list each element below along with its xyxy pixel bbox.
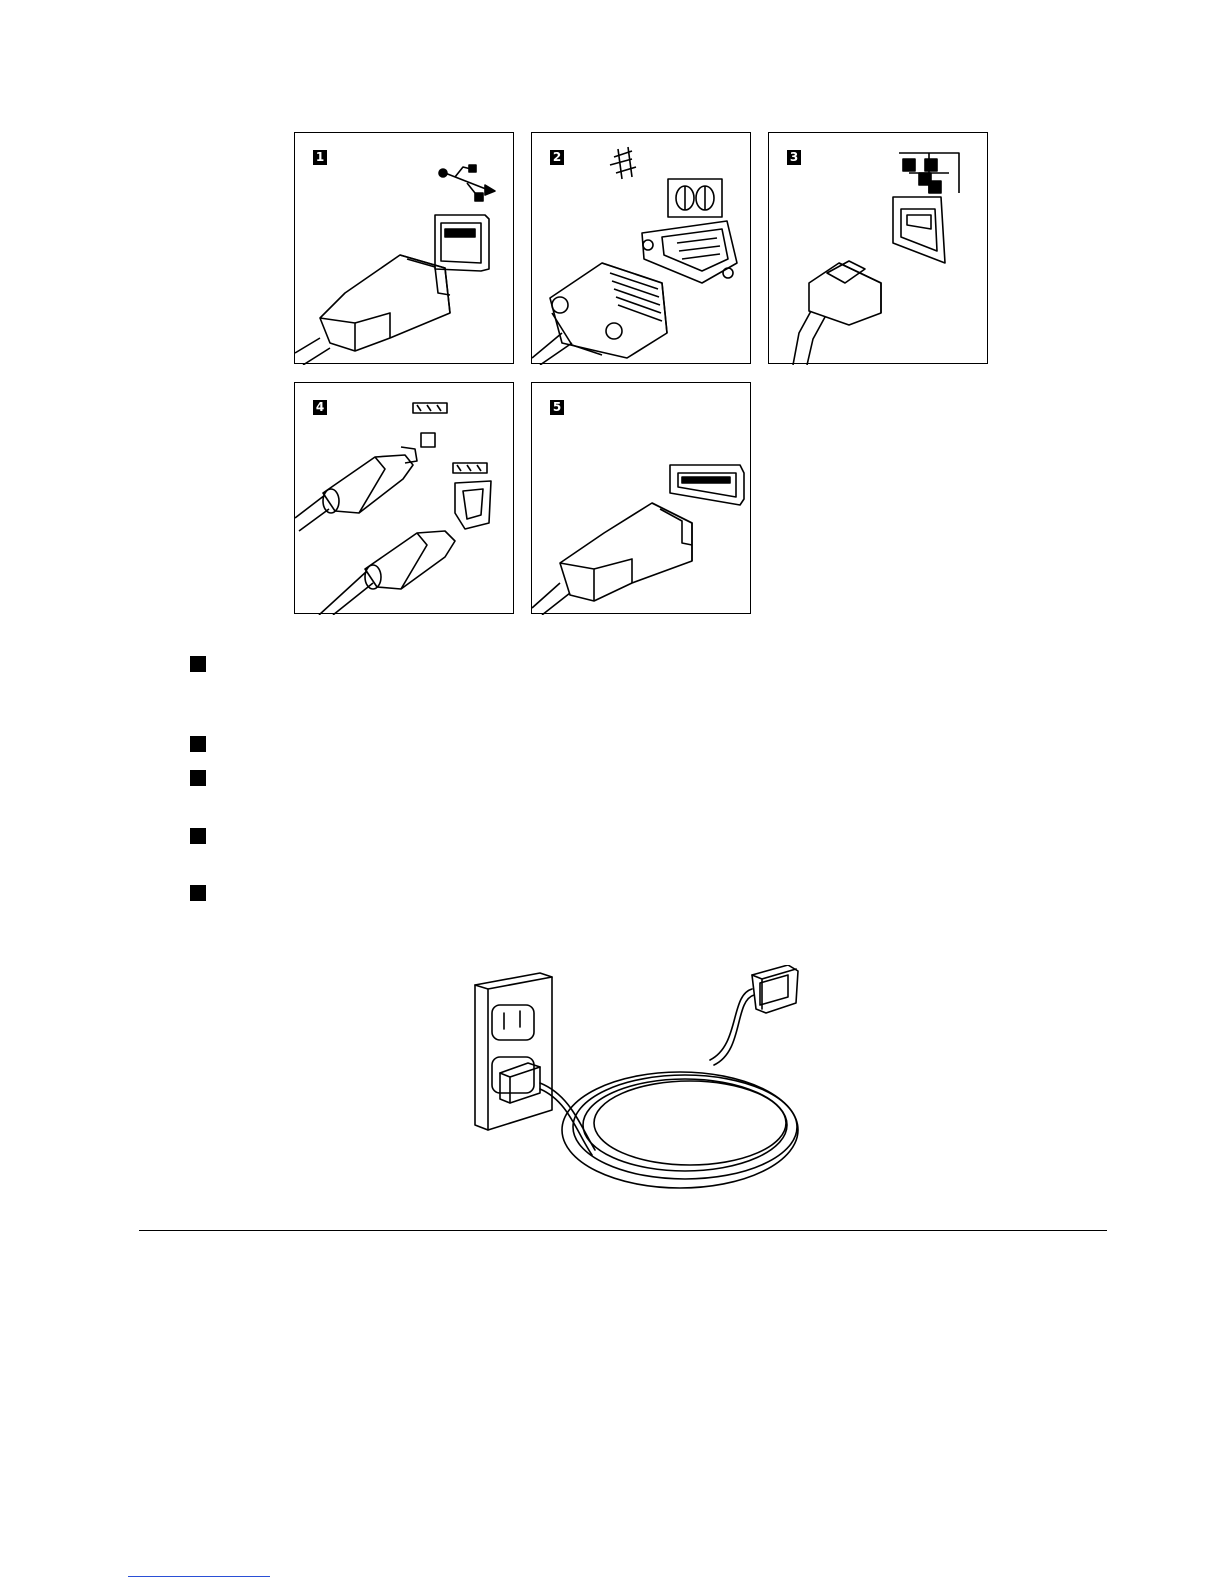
cord-coil: [540, 989, 798, 1188]
legend-marker-2: [190, 736, 206, 752]
footer-link-underline[interactable]: [128, 1576, 270, 1577]
firewire-plug-lower: [319, 531, 455, 615]
esata-plug: [532, 503, 692, 615]
power-cord-illustration: [470, 965, 810, 1195]
legend-marker-1: [190, 656, 206, 672]
serial-plug: [532, 263, 667, 365]
usb-icon: [439, 165, 495, 201]
legend-marker-3: [190, 770, 206, 786]
callout-number: 2: [550, 150, 564, 165]
firewire-icon: [413, 403, 487, 473]
connector-panel-serial: [531, 132, 751, 364]
connector-panel-ethernet: [768, 132, 988, 364]
serial-icon: [610, 147, 722, 217]
usb-connector-illustration: [295, 133, 515, 365]
ethernet-plug: [793, 261, 881, 365]
device-plug: [752, 965, 798, 1013]
ieee1394-connector-illustration: [295, 383, 515, 615]
legend-marker-5: [190, 885, 206, 901]
callout-number: 5: [550, 400, 564, 415]
legend-marker-4: [190, 828, 206, 844]
ethernet-port: [893, 197, 945, 263]
esata-port: [670, 465, 744, 505]
connector-panel-usb: [294, 132, 514, 364]
ethernet-connector-illustration: [769, 133, 989, 365]
connector-panel-ieee1394: [294, 382, 514, 614]
usb-plug: [295, 255, 450, 365]
esata-connector-illustration: [532, 383, 752, 615]
usb-port: [435, 215, 489, 271]
section-divider: [139, 1230, 1107, 1231]
firewire-port-small: [455, 481, 491, 529]
callout-number: 1: [313, 150, 327, 165]
firewire-plug-upper: [295, 447, 417, 531]
connector-panel-esata: [531, 382, 751, 614]
serial-port: [642, 221, 737, 283]
callout-number: 3: [787, 150, 801, 165]
callout-number: 4: [313, 400, 327, 415]
serial-connector-illustration: [532, 133, 752, 365]
wall-outlet: [475, 973, 552, 1130]
ethernet-icon: [899, 153, 959, 193]
